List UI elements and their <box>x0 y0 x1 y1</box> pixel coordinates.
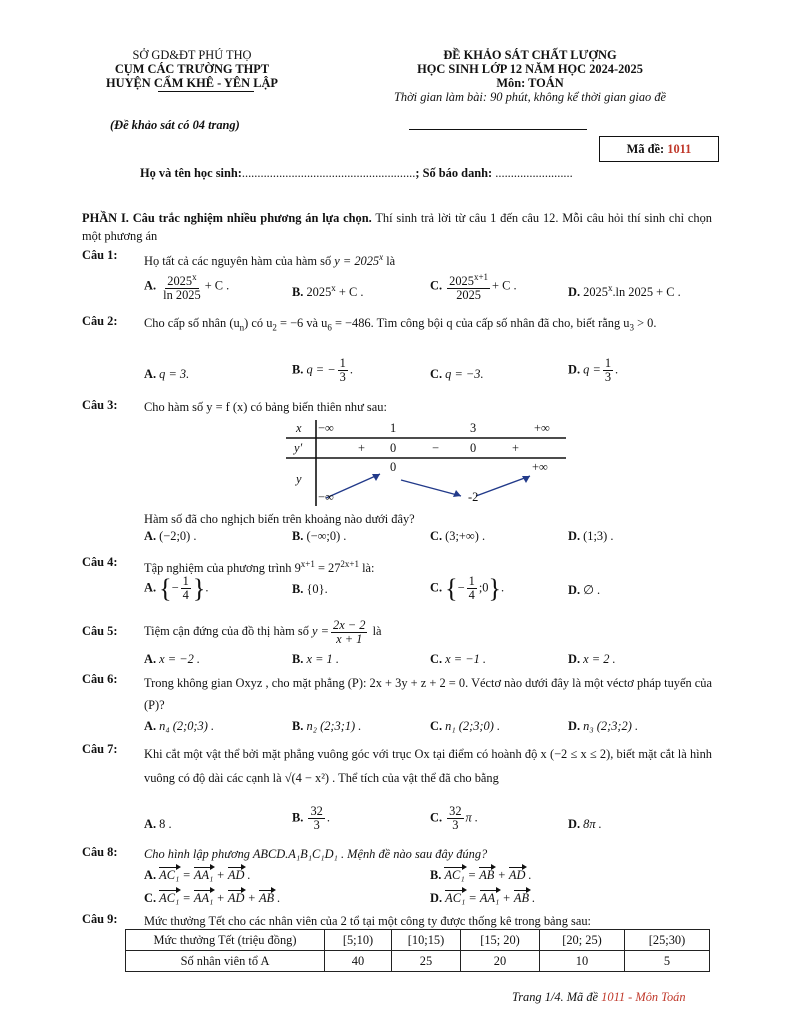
q5-option-a[interactable]: A. x = −2 . <box>144 652 200 666</box>
q3-label: Câu 3: <box>82 398 118 412</box>
bbt-y-val: -2 <box>468 490 479 504</box>
bbt-y-val: +∞ <box>532 460 548 474</box>
exam-code-value: 1011 <box>667 142 692 156</box>
bbt-sign: + <box>512 441 519 455</box>
bonus-table <box>125 929 710 972</box>
q8-option-b[interactable]: B. AC₁ = AB + AD . <box>430 868 532 882</box>
q2-option-c[interactable]: C. q = −3. <box>430 367 484 381</box>
table-head-label: Mức thưởng Tết (triệu đồng) <box>126 930 325 951</box>
q3-option-b[interactable]: B. (−∞;0) . <box>292 529 347 543</box>
q1-tail: là <box>386 254 396 269</box>
part1-title: PHẦN I. Câu trắc nghiệm nhiều phương án lựa chọn. <box>82 211 372 225</box>
bbt-y-label: y <box>296 472 302 486</box>
table-count: 40 <box>325 951 392 972</box>
exam-title: ĐỀ KHẢO SÁT CHẤT LƯỢNG <box>443 48 617 62</box>
q6-option-c[interactable]: C. n₁ (2;3;0) . <box>430 719 501 733</box>
q2-text: Cho cấp số nhân $(u_n)$ có $u_2 = -6$ và $u_6 = -486$. Tìm công bội q của cấp số nhân đã cho, biết rằng $u_3 > 0$. <box>144 316 657 333</box>
q6-option-a[interactable]: A. n₄ (2;0;3) . <box>144 719 215 733</box>
q7-option-c[interactable]: C. $\frac{32}{3}$ π . <box>430 804 478 832</box>
district-name: HUYỆN CẨM KHÊ - YÊN LẬP <box>106 76 278 90</box>
q4-option-b[interactable]: B. {0}. <box>292 582 328 596</box>
student-id-field[interactable]: ......................... <box>495 166 573 180</box>
q4-text: Tập nghiệm của phương trình $9^{x+1} = 27^{2x+1}$ là: <box>144 559 375 576</box>
exam-subtitle: HỌC SINH LỚP 12 NĂM HỌC 2024-2025 <box>417 62 643 76</box>
q8-label: Câu 8: <box>82 845 118 859</box>
q2-option-a[interactable]: A. q = 3. <box>144 367 190 381</box>
q9-text: Mức thưởng Tết cho các nhân viên của 2 tổ tại một công ty được thống kê trong bảng sau: <box>144 914 591 928</box>
table-interval: [5;10) <box>325 930 392 951</box>
footer-code: 1011 <box>601 990 626 1004</box>
q1-option-a[interactable]: A. $\frac{2025^x}{\ln 2025}$ + C . <box>144 272 230 303</box>
q8-text: Cho hình lập phương ABCD.A₁B₁C₁D₁ . Mệnh đề nào sau đây đúng? <box>144 847 488 861</box>
q5-option-d[interactable]: D. x = 2 . <box>568 652 616 666</box>
q6-option-b[interactable]: B. n₂ (2;3;1) . <box>292 719 362 733</box>
bbt-y-val: −∞ <box>318 490 334 504</box>
exam-code-box <box>599 136 719 162</box>
q6-label: Câu 6: <box>82 672 118 686</box>
q5-label: Câu 5: <box>82 624 118 638</box>
table-count: 25 <box>392 951 461 972</box>
page-footer: Trang 1/4. Mã đề 1011 - Môn Toán <box>512 990 686 1004</box>
time-note: Thời gian làm bài: 90 phút, không kể thời gian giao đề <box>393 90 667 104</box>
header-left <box>92 48 292 90</box>
footer-page: Trang 1/4. Mã đề <box>512 990 599 1004</box>
q8-option-d[interactable]: D. AC₁ = AA₁ + AB . <box>430 891 536 905</box>
q5-text: Tiệm cận đứng của đồ thị hàm số y = $\frac{2x - 2}{x + 1}$ là <box>144 617 382 646</box>
table-row <box>126 930 710 951</box>
table-row-label: Số nhân viên tổ A <box>126 951 325 972</box>
bbt-sign: + <box>358 441 365 455</box>
pages-note: (Đề khảo sát có 04 trang) <box>110 118 240 132</box>
bbt-yprime-label: y′ <box>294 441 303 455</box>
table-interval: [20; 25) <box>540 930 625 951</box>
q7-option-a[interactable]: A. 8 . <box>144 817 172 831</box>
student-name-field[interactable]: ........................................................ <box>241 166 416 180</box>
header-left-underline <box>158 91 254 92</box>
q3-text: Cho hàm số y = f (x) có bảng biến thiên như sau: <box>144 400 387 414</box>
table-interval: [10;15) <box>392 930 461 951</box>
q1-option-d[interactable]: D. 2025$^x$.ln 2025 + C . <box>568 283 681 300</box>
table-interval: [25;30) <box>625 930 710 951</box>
q1-stem: Họ tất cả các nguyên hàm của hàm số <box>144 254 332 269</box>
header-right-underline <box>409 129 587 130</box>
bbt-x-val: 3 <box>470 421 477 435</box>
q2-option-b[interactable]: B. q = − $\frac{1}{3}$ . <box>292 356 353 384</box>
q3-option-a[interactable]: A. (−2;0) . <box>144 529 197 543</box>
q8-option-a[interactable]: A. AC₁ = AA₁ + AD . <box>144 868 251 882</box>
q6-option-d[interactable]: D. n₃ (2;3;2) . <box>568 719 639 733</box>
part1-heading <box>82 209 712 245</box>
table-count: 20 <box>461 951 540 972</box>
student-id-label: Số báo danh: <box>422 166 493 180</box>
bbt-sign: 0 <box>470 441 477 455</box>
q1-label: Câu 1: <box>82 248 118 262</box>
table-interval: [15; 20) <box>461 930 540 951</box>
q1-function: $y = 2025^x$ <box>334 252 384 269</box>
cluster-name: CỤM CÁC TRƯỜNG THPT <box>114 62 270 76</box>
q4-option-a[interactable]: A. {− $\frac{1}{4}$ }. <box>144 573 209 603</box>
q5-option-c[interactable]: C. x = −1 . <box>430 652 486 666</box>
bbt-sign: − <box>432 441 439 455</box>
q5-option-b[interactable]: B. x = 1 . <box>292 652 339 666</box>
part1-intro: Thí sinh trả lời từ câu 1 đến câu 12. Mỗi câu hỏi thí sinh chỉ chọn một phương án <box>82 211 712 243</box>
bbt-y-val: 0 <box>390 460 397 474</box>
table-count: 5 <box>625 951 710 972</box>
q3-option-d[interactable]: D. (1;3) . <box>568 529 614 543</box>
exam-code-label: Mã đề: <box>626 142 665 156</box>
q1-option-b[interactable]: B. 2025$^x$ + C . <box>292 283 364 300</box>
q1-option-c[interactable]: C. $\frac{2025^{x+1}}{2025}$ + C . <box>430 272 517 303</box>
header-right <box>350 48 710 104</box>
bbt-x-val: +∞ <box>534 421 550 435</box>
q3-option-c[interactable]: C. (3;+∞) . <box>430 529 486 543</box>
table-row <box>126 951 710 972</box>
q7-label: Câu 7: <box>82 742 118 756</box>
q6-text: Trong không gian Oxyz , cho mặt phẳng (P): 2x + 3y + z + 2 = 0. Véctơ nào dưới đây là một véctơ pháp tuyến của (P)? <box>144 676 712 712</box>
separator: ; <box>415 166 420 180</box>
q2-label: Câu 2: <box>82 314 118 328</box>
q8-option-c[interactable]: C. AC₁ = AA₁ + AD + AB . <box>144 891 281 905</box>
q3-question: Hàm số đã cho nghịch biến trên khoảng nào dưới đây? <box>144 512 415 526</box>
bbt-sign: 0 <box>390 441 397 455</box>
bbt-x-val: −∞ <box>318 421 334 435</box>
variation-table <box>286 420 566 506</box>
bbt-x-val: 1 <box>390 421 397 435</box>
q1-text <box>144 248 712 271</box>
footer-subject: Môn Toán <box>635 990 686 1004</box>
q7-option-d[interactable]: D. 8π . <box>568 817 602 831</box>
table-count: 10 <box>540 951 625 972</box>
q4-option-c[interactable]: C. {− $\frac{1}{4}$ ;0}. <box>430 573 505 603</box>
subject-name: Môn: TOÁN <box>496 76 564 90</box>
student-name-label: Họ và tên học sinh: <box>140 166 242 180</box>
q7-text: Khi cắt một vật thể bởi mặt phẳng vuông góc với trục Ox tại điểm có hoành độ x (−2 ≤ x ≤ 2), biết mặt cắt là hình vuông có độ dài các cạnh là √(4 − x²) . Thể tích của vật thể đã cho bằng <box>144 747 712 785</box>
student-line <box>140 166 573 181</box>
q2-option-d[interactable]: D. q = $\frac{1}{3}$ . <box>568 356 619 384</box>
q4-label: Câu 4: <box>82 555 118 569</box>
bbt-x-label: x <box>296 421 302 435</box>
q9-label: Câu 9: <box>82 912 118 926</box>
q7-option-b[interactable]: B. $\frac{32}{3}$ . <box>292 804 330 832</box>
dept-name: SỞ GD&ĐT PHÚ THỌ <box>132 48 252 62</box>
q4-option-d[interactable]: D. ∅ . <box>568 583 601 597</box>
